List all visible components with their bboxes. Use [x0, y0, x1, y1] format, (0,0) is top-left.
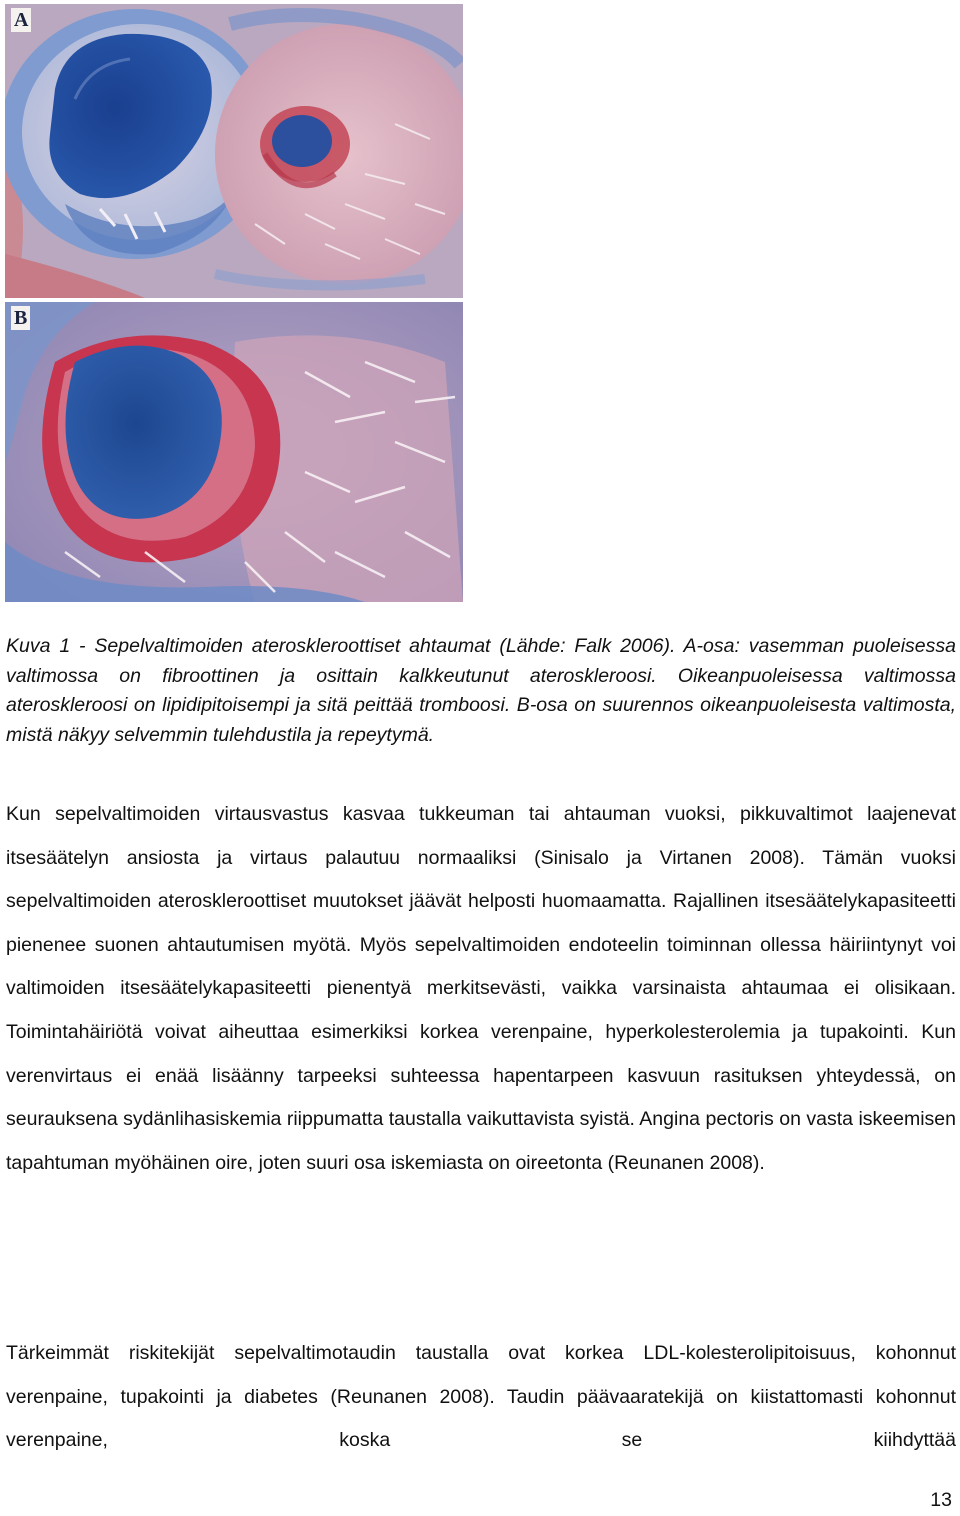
figure-caption: Kuva 1 - Sepelvaltimoiden ateroskleroottiset ahtaumat (Lähde: Falk 2006). A-osa: vasemman puoleisessa valtimossa on fibroottinen ja osittain kalkkeutunut ateroskleroosi. Oikeanpuoleisessa valtimossa ateroskleroosi on lipidipitoisempi ja sitä peittää tromboosi. B-osa on suurennos oikeanpuoleisesta valtimosta, mistä näkyy selvemmin tulehdustila ja repeytymä.: [6, 635, 956, 746]
figure-panel-a: [5, 4, 463, 298]
histology-figure: [5, 4, 463, 602]
panel-a-label: A: [11, 8, 31, 32]
page-number: 13: [930, 1489, 952, 1511]
body-paragraph-1: Kun sepelvaltimoiden virtausvastus kasvaa tukkeuman tai ahtauman vuoksi, pikkuvaltimot laajenevat itsesäätelyn ansiosta ja virtaus palautuu normaaliksi (Sinisalo ja Virtanen 2008). Tämän vuoksi sepelvaltimoiden ateroskleroottiset muutokset jäävät helposti huomaamatta. Rajallinen itsesäätelykapasiteetti pienenee suonen ahtautumisen myötä. Myös sepelvaltimoiden endoteelin toiminnan ollessa häiriintynyt voi valtimoiden itsesäätelykapasiteetti pienentyä merkitsevästi, vaikka varsinaista ahtaumaa ei olisikaan. Toimintahäiriötä voivat aiheuttaa esimerkiksi korkea verenpaine, hyperkolesterolemia ja tupakointi. Kun verenvirtaus ei enää lisäänny tarpeeksi suhteessa hapentarpeen kasvuun rasituksen yhteydessä, on seurauksena sydänlihasiskemia riippumatta taustalla vaikuttavista syistä. Angina pectoris on vasta iskeemisen tapahtuman myöhäinen oire, joten suuri osa iskemiasta on oireetonta (Reunanen 2008).: [6, 803, 956, 1174]
panel-a-image: [5, 4, 463, 298]
body-paragraph-2: Tärkeimmät riskitekijät sepelvaltimotaudin taustalla ovat korkea LDL-kolesterolipitoisuus, kohonnut verenpaine, tupakointi ja diabetes (Reunanen 2008). Taudin päävaaratekijä on kiistattomasti kohonnut verenpaine, koska se kiihdyttää: [6, 1342, 956, 1452]
panel-b-image: [5, 302, 463, 602]
panel-b-label: B: [11, 306, 30, 330]
figure-panel-b: [5, 302, 463, 602]
